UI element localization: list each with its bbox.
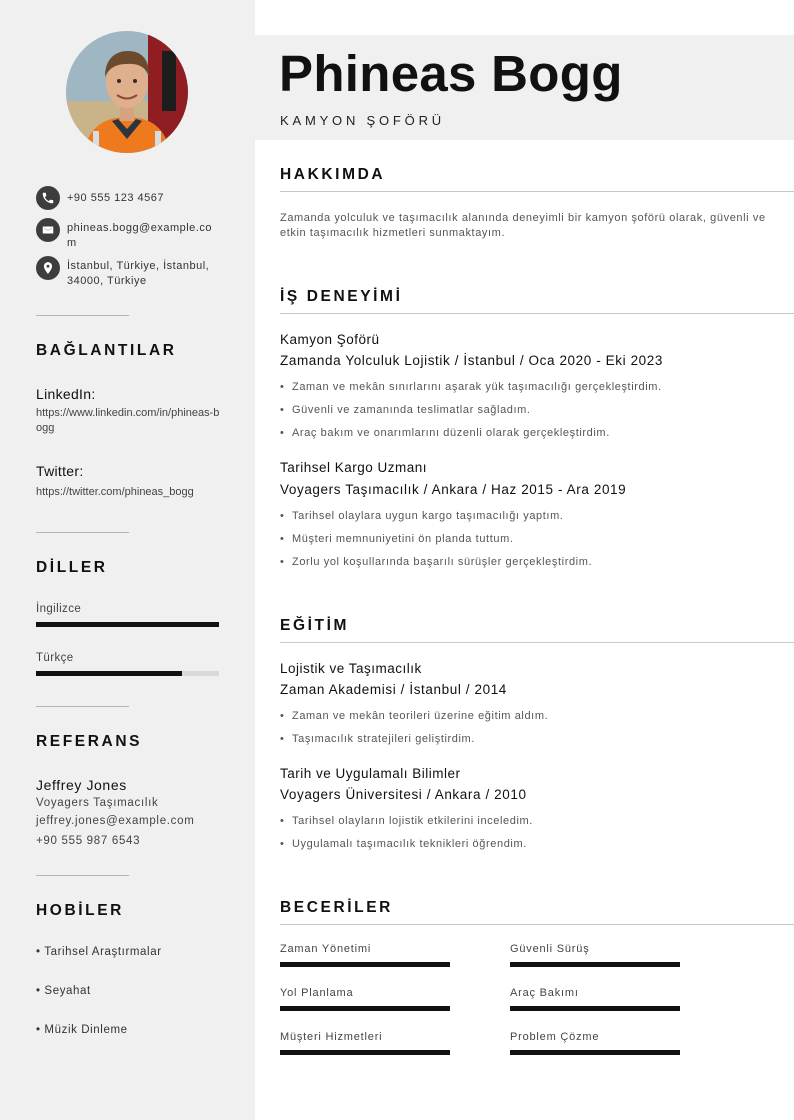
skill-level-bar [510,1006,680,1011]
skill-label: Zaman Yönetimi [280,943,372,955]
job-bullet: • Zaman ve mekân sınırlarını aşarak yük taşımacılığı gerçekleştirdim. [280,381,662,393]
skill-level-bar [280,1050,450,1055]
language-level-bar [36,622,219,627]
skill-label: Problem Çözme [510,1031,600,1043]
contact-email [36,218,217,251]
education-bullet: • Uygulamalı taşımacılık teknikleri öğrendim. [280,838,527,850]
twitter-label: Twitter: [36,463,84,479]
section-rule [280,642,794,643]
linkedin-label: LinkedIn: [36,386,96,402]
skill-label: Müşteri Hizmetleri [280,1031,383,1043]
skill-label: Güvenli Sürüş [510,943,590,955]
divider [36,706,129,707]
divider [36,532,129,533]
job-details: Zamanda Yolculuk Lojistik / İstanbul / Oca 2020 - Eki 2023 [280,353,664,368]
education-details: Zaman Akademisi / İstanbul / 2014 [280,682,507,697]
language-label: İngilizce [36,603,82,615]
twitter-link[interactable]: https://twitter.com/phineas_bogg [36,486,194,498]
divider [36,315,129,316]
person-name: Phineas Bogg [279,45,623,102]
reference-phone: +90 555 987 6543 [36,835,141,847]
experience-heading: İŞ DENEYİMİ [280,288,403,305]
education-bullet: • Tarihsel olayların lojistik etkilerini inceledim. [280,815,533,827]
reference-name: Jeffrey Jones [36,777,127,793]
education-details: Voyagers Üniversitesi / Ankara / 2010 [280,787,527,802]
languages-heading: DİLLER [36,559,108,576]
reference-company: Voyagers Taşımacılık [36,797,159,809]
skill-label: Yol Planlama [280,987,354,999]
job-role: Kamyon Şoförü [280,332,380,347]
divider [36,875,129,876]
address-text: İstanbul, Türkiye, İstanbul, 34000, Türkiye [67,260,210,287]
skill-label: Araç Bakımı [510,987,579,999]
skills-heading: BECERİLER [280,899,393,916]
skill-level-bar [280,962,450,967]
linkedin-link[interactable]: https://www.linkedin.com/in/phineas-bogg [36,407,220,434]
hobby-label: Seyahat [44,985,91,997]
hobby-item: • Seyahat [36,985,91,997]
skill-level-bar [510,1050,680,1055]
job-bullet: • Araç bakım ve onarımlarını düzenli olarak gerçekleştirdim. [280,427,610,439]
contact-phone [36,186,217,210]
job-details: Voyagers Taşımacılık / Ankara / Haz 2015 - Ara 2019 [280,482,627,497]
job-bullet: • Zorlu yol koşullarında başarılı sürüşler gerçekleştirdim. [280,556,592,568]
profile-photo [66,31,188,153]
email-text: phineas.bogg@example.com [67,222,212,249]
education-heading: EĞİTİM [280,617,349,634]
skill-level-bar [280,1006,450,1011]
hobby-label: Tarihsel Araştırmalar [44,946,162,958]
about-text: Zamanda yolculuk ve taşımacılık alanında deneyimli bir kamyon şoförü olarak, güvenli ve etkin taşımacılık hizmetleri sunmaktayım. [280,212,766,239]
reference-email[interactable]: jeffrey.jones@example.com [36,815,195,827]
location-pin-icon [36,256,60,280]
education-program: Tarih ve Uygulamalı Bilimler [280,766,461,781]
education-bullet: • Taşımacılık stratejileri geliştirdim. [280,733,475,745]
hobbies-heading: HOBİLER [36,902,124,919]
job-bullet: • Güvenli ve zamanında teslimatlar sağladım. [280,404,531,416]
hobby-item: • Müzik Dinleme [36,1024,128,1036]
about-heading: HAKKIMDA [280,166,386,183]
contact-address [36,256,217,289]
links-heading: BAĞLANTILAR [36,342,177,359]
education-bullet: • Zaman ve mekân teorileri üzerine eğitim aldım. [280,710,548,722]
job-bullet: • Tarihsel olaylara uygun kargo taşımacılığı yaptım. [280,510,564,522]
language-level-bar [36,671,219,676]
envelope-icon [36,218,60,242]
references-heading: REFERANS [36,733,143,750]
section-rule [280,924,794,925]
section-rule [280,313,794,314]
hobby-label: Müzik Dinleme [44,1024,128,1036]
section-rule [280,191,794,192]
education-program: Lojistik ve Taşımacılık [280,661,422,676]
hobby-item: • Tarihsel Araştırmalar [36,946,162,958]
language-label: Türkçe [36,652,74,664]
job-bullet: • Müşteri memnuniyetini ön planda tuttum. [280,533,514,545]
phone-icon [36,186,60,210]
job-title: KAMYON ŞOFÖRÜ [280,113,445,128]
phone-text: +90 555 123 4567 [67,192,165,204]
skill-level-bar [510,962,680,967]
job-role: Tarihsel Kargo Uzmanı [280,460,428,475]
